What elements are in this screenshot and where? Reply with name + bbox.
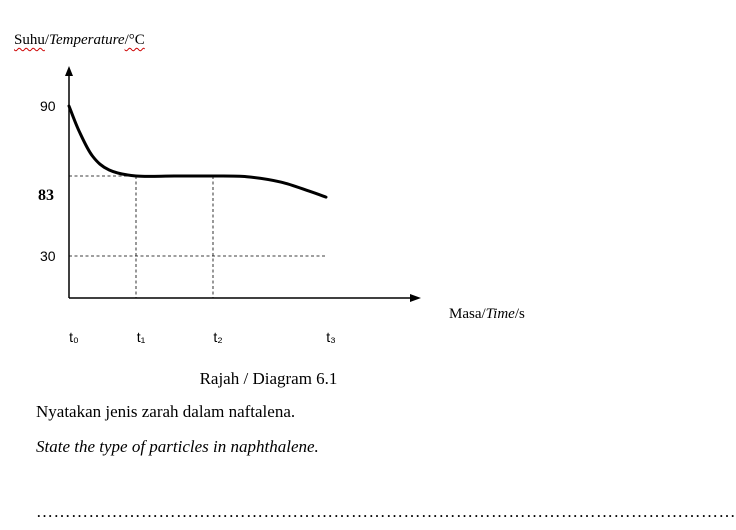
x-tick-label-t0: t₀	[69, 329, 79, 345]
question-english: State the type of particles in naphthalene.	[36, 437, 319, 456]
y-tick-label-90: 90	[40, 98, 56, 114]
cooling-curve	[69, 106, 326, 197]
y-axis-title-english: Temperature	[49, 32, 125, 48]
x-axis-arrow	[410, 294, 421, 302]
x-axis-title: Masa/Time/s	[449, 306, 525, 322]
y-axis-title: Suhu/Temperature/°C	[14, 32, 145, 48]
axes	[65, 66, 421, 302]
temperature-time-chart	[0, 0, 537, 360]
question-malay: Nyatakan jenis zarah dalam naftalena.	[36, 402, 296, 421]
x-axis-title-malay: Masa	[449, 306, 482, 322]
x-tick-label-t2: t₂	[213, 329, 223, 345]
y-axis-title-unit: /°C	[124, 32, 145, 48]
x-tick-label-t3: t₃	[326, 329, 336, 345]
dashed-guides	[69, 176, 326, 298]
answer-line[interactable]: …………………………………………………………………………………………………………	[36, 502, 736, 521]
x-axis-title-english: Time	[485, 306, 515, 322]
y-tick-labels	[38, 98, 56, 264]
y-tick-label-83: 83	[38, 187, 54, 204]
diagram-caption: Rajah / Diagram 6.1	[199, 369, 338, 388]
x-tick-label-t1: t₁	[136, 329, 146, 345]
x-axis-title-unit: /s	[514, 306, 525, 322]
y-axis-arrow	[65, 66, 73, 76]
y-tick-label-30: 30	[40, 248, 56, 264]
x-tick-labels	[69, 329, 336, 345]
series	[69, 106, 326, 197]
y-axis-title-malay: Suhu	[14, 32, 45, 48]
